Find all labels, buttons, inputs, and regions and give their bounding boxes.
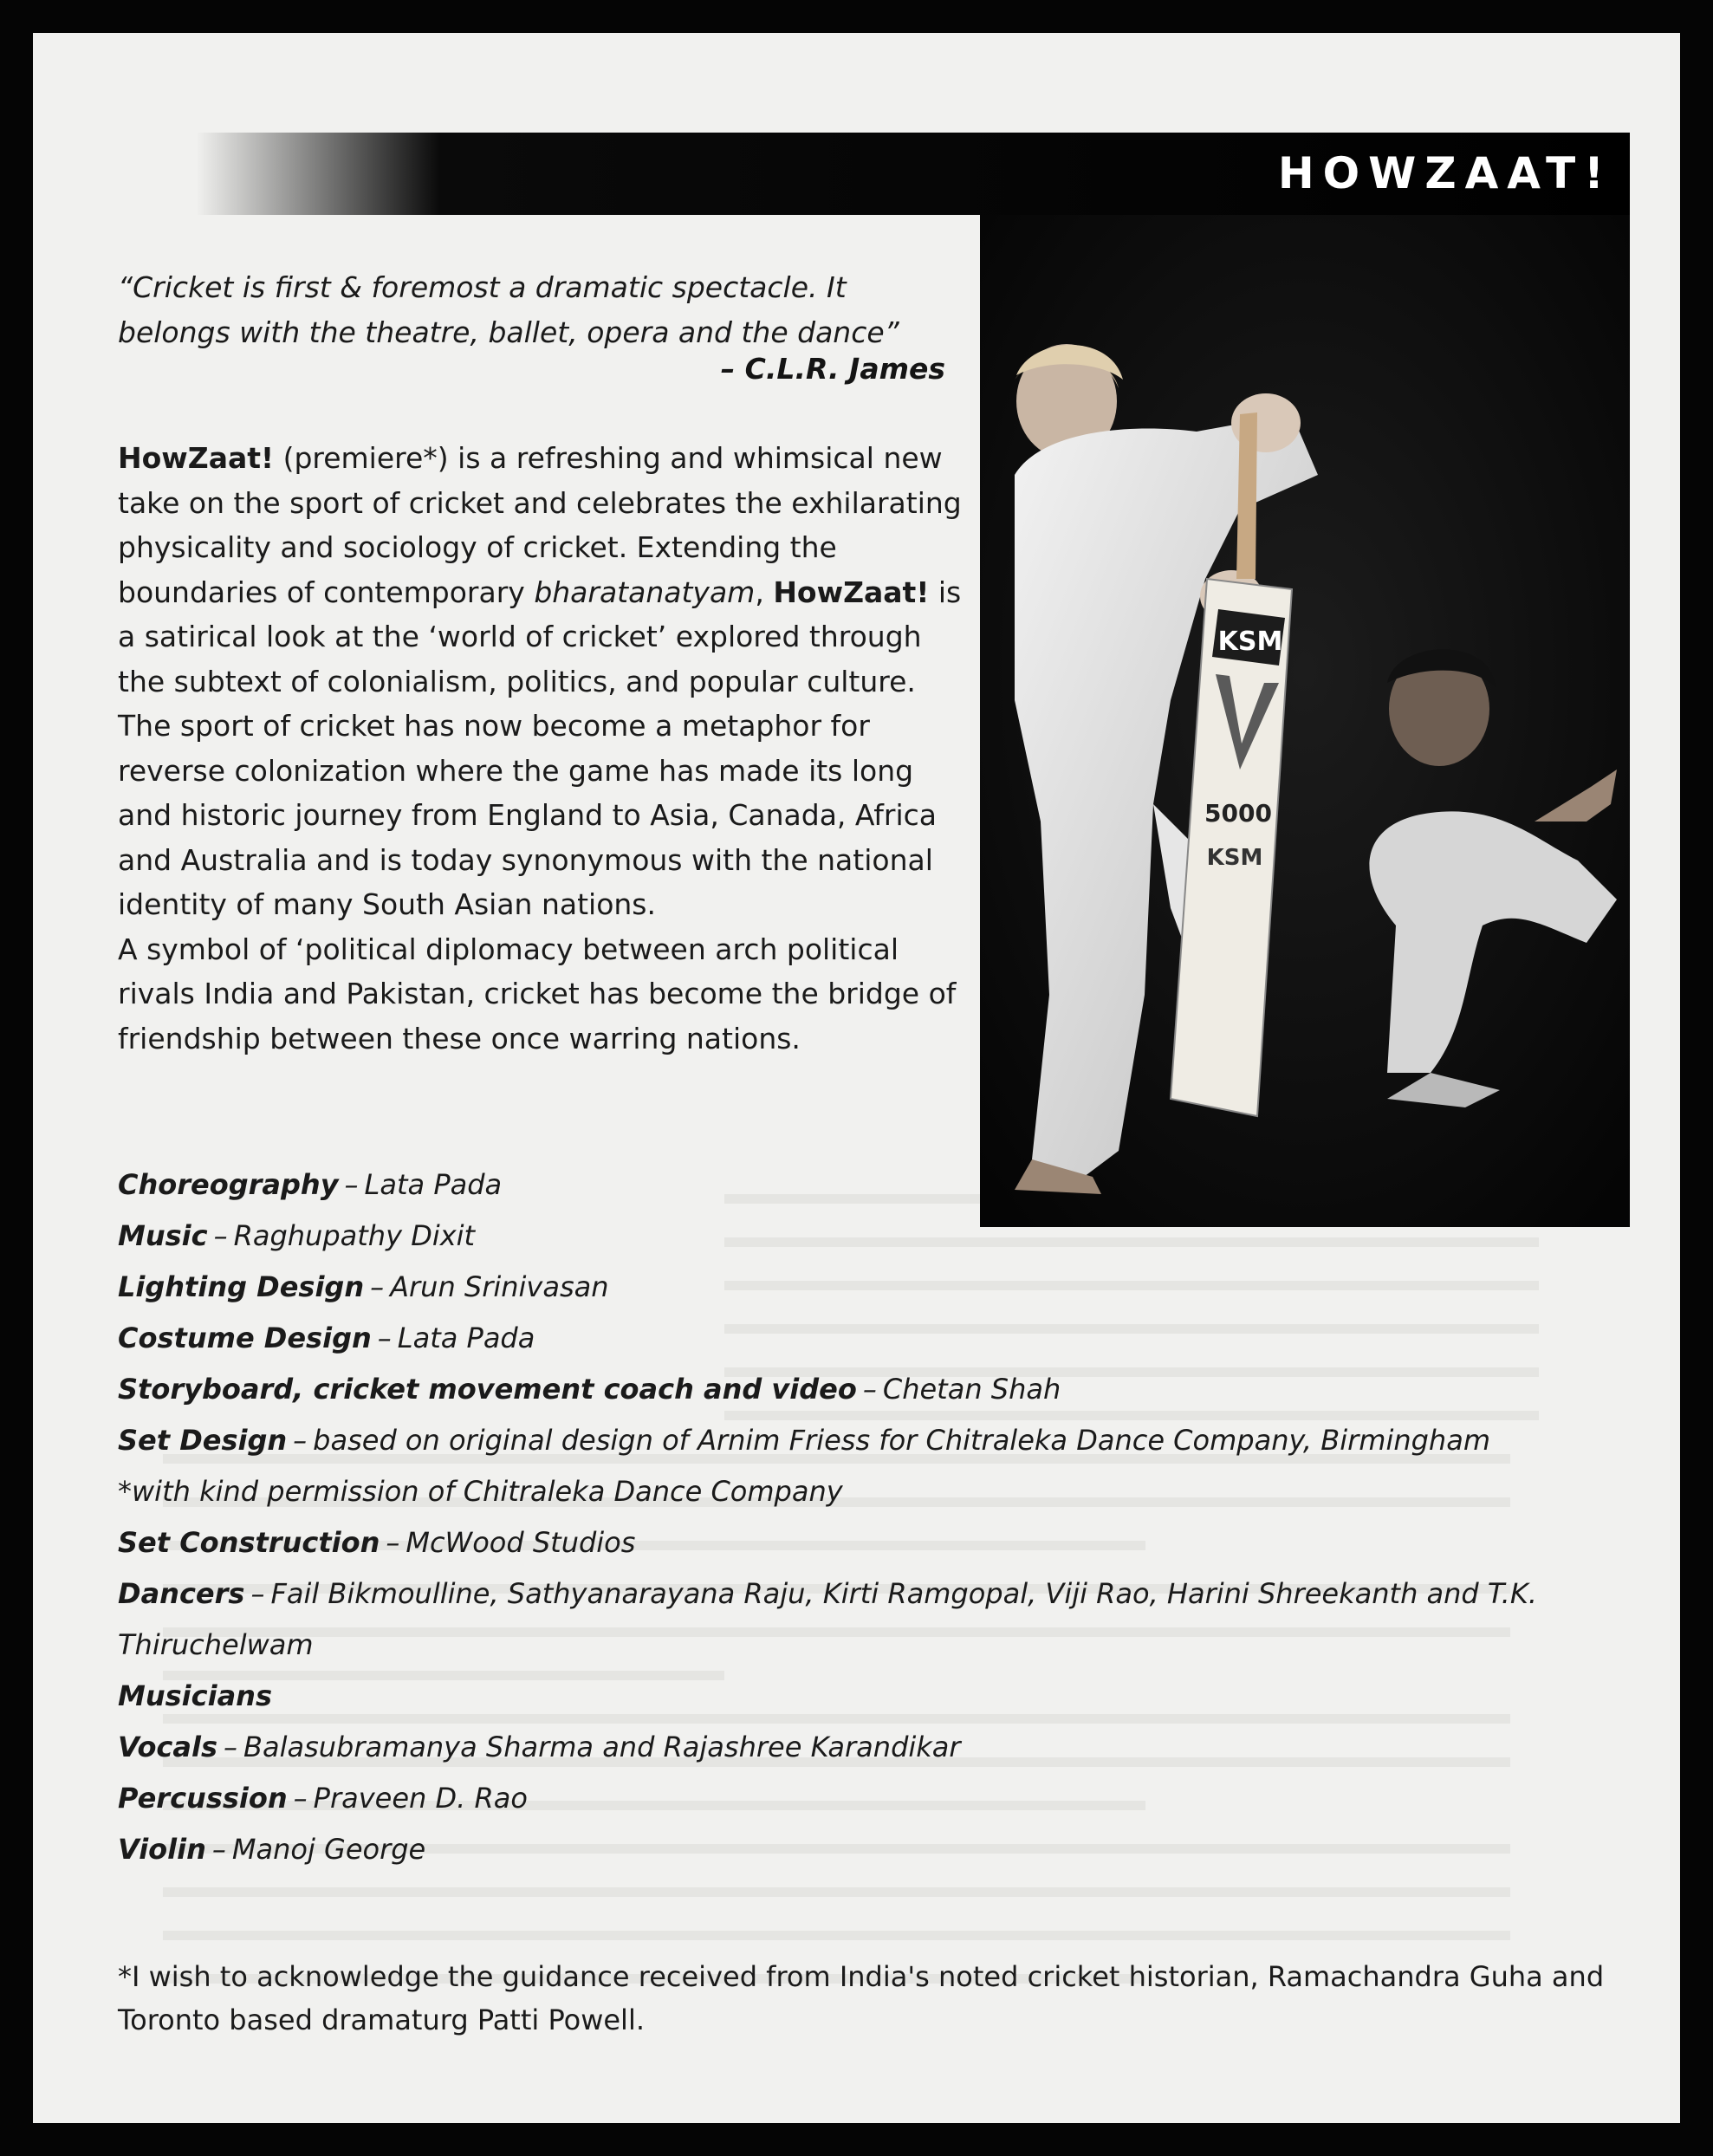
credit-name: Manoj George (231, 1833, 426, 1866)
credit-row (118, 1159, 1643, 1211)
dance-form: bharatanatyam (534, 575, 756, 609)
credit-role: Lighting Design (118, 1270, 365, 1303)
credit-role: Storyboard, cricket movement coach and video (118, 1373, 857, 1406)
credit-name: Lata Pada (364, 1168, 503, 1201)
intro-text: , (755, 575, 774, 609)
intro-description (118, 436, 976, 1061)
program-page (33, 33, 1680, 2123)
credit-row (118, 1262, 1643, 1313)
credit-note: *with kind permission of Chitraleka Dance Company (118, 1475, 843, 1508)
credit-name: Fail Bikmoulline, Sathyanarayana Raju, Kirti Ramgopal, Viji Rao, Harini Shreekanth and T.K. Thiruchelwam (118, 1577, 1537, 1661)
credit-separator: – (862, 1373, 877, 1406)
credit-role: Costume Design (118, 1322, 372, 1354)
bat-number-label: 5000 (1204, 799, 1272, 828)
credit-name: Praveen D. Rao (313, 1782, 528, 1815)
epigraph-quote: “Cricket is first & foremost a dramatic spectacle. It belongs with the theatre, ballet, opera and the dance” (118, 270, 899, 349)
credit-name: Balasubramanya Sharma and Rajashree Karandikar (243, 1731, 961, 1763)
credit-separator: – (377, 1322, 392, 1354)
credit-row (118, 1773, 1643, 1824)
credit-separator: – (386, 1526, 400, 1559)
credits-list (118, 1159, 1643, 1875)
credit-role: Music (118, 1219, 208, 1252)
credit-row (118, 1364, 1643, 1415)
intro-paragraph-1 (118, 436, 976, 927)
credit-separator: – (344, 1168, 359, 1201)
epigraph-attribution: – C.L.R. James (720, 352, 945, 386)
credit-row (118, 1466, 1643, 1517)
credit-role: Violin (118, 1833, 206, 1866)
credit-row (118, 1722, 1643, 1773)
credit-separator: – (293, 1782, 308, 1815)
cricket-photo (980, 215, 1630, 1227)
credit-row (118, 1824, 1643, 1875)
credit-row (118, 1671, 1643, 1722)
credit-separator: – (213, 1219, 228, 1252)
credit-name: Chetan Shah (882, 1373, 1061, 1406)
acknowledgement-footnote: *I wish to acknowledge the guidance received from India's noted cricket historian, Ramachandra Guha and Toronto based dramaturg Patti Powell. (118, 1960, 1605, 2036)
credit-row (118, 1313, 1643, 1364)
credit-name: McWood Studios (406, 1526, 636, 1559)
credit-role: Musicians (118, 1679, 272, 1712)
bat-brand-label: KSM (1217, 627, 1283, 657)
credit-role: Set Construction (118, 1526, 380, 1559)
intro-text: is a satirical look at the ‘world of cricket’ explored through the subtext of colonialism, politics, and popular culture. The sport of cricket has now become a metaphor for reverse colonization where the game has made its long and historic journey from England to Asia, Canada, Africa and Australia and is today synonymous with the national identity of many South Asian nations. (118, 575, 962, 921)
credit-name: Raghupathy Dixit (233, 1219, 476, 1252)
credit-role: Dancers (118, 1577, 245, 1610)
show-name: HowZaat! (118, 441, 275, 475)
credit-separator: – (224, 1731, 237, 1763)
credit-name: based on original design of Arnim Friess for Chitraleka Dance Company, Birmingham (313, 1424, 1490, 1457)
credit-name: Arun Srinivasan (390, 1270, 609, 1303)
credit-row (118, 1568, 1643, 1671)
credit-role: Vocals (118, 1731, 217, 1763)
credit-role: Choreography (118, 1168, 339, 1201)
credit-row (118, 1415, 1643, 1466)
credit-row (118, 1211, 1643, 1262)
credit-name: Lata Pada (397, 1322, 535, 1354)
credit-separator: – (250, 1577, 265, 1610)
credit-separator: – (211, 1833, 226, 1866)
credit-row (118, 1517, 1643, 1568)
intro-paragraph-2: A symbol of ‘political diplomacy between arch political rivals India and Pakistan, cricket has become the bridge of friendship between these once warring nations. (118, 932, 957, 1055)
credit-role: Percussion (118, 1782, 288, 1815)
intro-text: (premiere*) is a refreshing and whimsical new take on the sport of cricket and celebrates the exhilarating physicality and sociology of cricket. Extending the boundaries of contemporary (118, 441, 962, 609)
credit-separator: – (293, 1424, 308, 1457)
page-title: HOWZAAT! (1277, 148, 1612, 198)
title-banner (196, 133, 1630, 215)
credit-role: Set Design (118, 1424, 288, 1457)
bat-brand-label-lower: KSM (1206, 845, 1263, 871)
credit-separator: – (370, 1270, 385, 1303)
show-name: HowZaat! (773, 575, 930, 609)
